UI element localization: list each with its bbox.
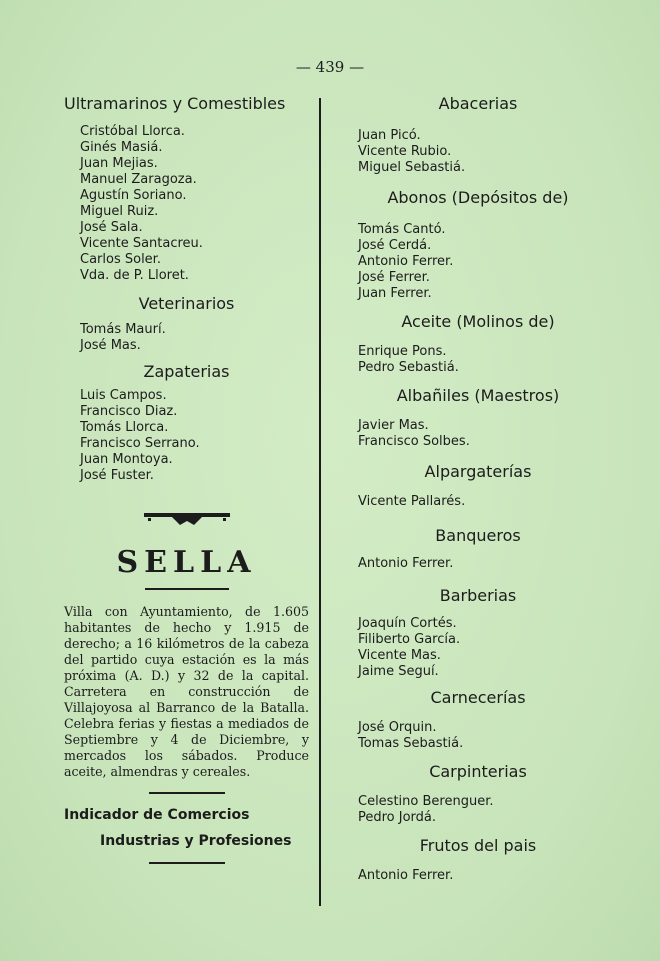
- town-title: SELLA: [116, 545, 257, 580]
- section-heading-frutos: Frutos del pais: [419, 836, 537, 855]
- list-item: Juan Montoya.: [80, 452, 173, 467]
- list-item: Luis Campos.: [80, 388, 167, 403]
- bottom-rule: [149, 862, 225, 864]
- list-item: Juan Mejias.: [80, 156, 158, 171]
- name-list-banqueros: [358, 556, 598, 572]
- section-heading-ultramarinos: Ultramarinos y Comestibles: [64, 94, 286, 113]
- list-item: Pedro Sebastiá.: [358, 360, 459, 375]
- list-item: Pedro Jordá.: [358, 810, 437, 825]
- right-column: [358, 90, 598, 884]
- name-list-veterinarios: [64, 322, 309, 354]
- list-item: Antonio Ferrer.: [358, 254, 454, 269]
- section-heading-carnecerias: Carnecerías: [430, 688, 526, 707]
- section-heading-carpinterias: Carpinterias: [429, 762, 527, 781]
- list-item: Tomás Cantó.: [358, 222, 446, 237]
- section-heading-albaniles: Albañiles (Maestros): [396, 386, 560, 405]
- list-item: Vicente Santacreu.: [80, 236, 203, 251]
- list-item: Francisco Diaz.: [80, 404, 178, 419]
- town-description: Villa con Ayuntamiento, de 1.605 habitantes de hecho y 1.915 de derecho; a 16 kilómetros de la cabeza del partido cuya estación es la más próxima (A. D.) y 32 de la capital. Carretera en construcción de Villajoyosa al Barranco de la Batalla. Celebra ferias y fiestas a mediados de Septiembre y 4 de Diciembre, y mercados los sábados. Produce aceite, almendras y cereales.: [64, 604, 309, 779]
- page-number: — 439 —: [295, 58, 365, 76]
- section-heading-aceite: Aceite (Molinos de): [401, 312, 555, 331]
- list-item: Vicente Mas.: [358, 648, 441, 663]
- left-column: [64, 90, 309, 864]
- section-heading-abonos: Abonos (Depósitos de): [387, 188, 569, 207]
- list-item: José Ferrer.: [358, 270, 430, 285]
- list-item: Juan Ferrer.: [358, 286, 432, 301]
- section-heading-zapaterias: Zapaterias: [143, 362, 230, 381]
- list-item: Tomas Sebastiá.: [358, 736, 464, 751]
- list-item: José Mas.: [80, 338, 141, 353]
- list-item: Miguel Sebastiá.: [358, 160, 466, 175]
- list-item: José Fuster.: [80, 468, 154, 483]
- name-list-zapaterias: [64, 388, 309, 484]
- list-item: José Cerdá.: [358, 238, 432, 253]
- name-list-abacerias: [358, 128, 598, 176]
- name-list-barberias: [358, 616, 598, 680]
- section-heading-veterinarios: Veterinarios: [138, 294, 235, 313]
- list-item: Miguel Ruiz.: [80, 204, 159, 219]
- list-item: Juan Picó.: [358, 128, 421, 143]
- list-item: Agustín Soriano.: [80, 188, 187, 203]
- list-item: Ginés Masiá.: [80, 140, 163, 155]
- list-item: Vicente Rubio.: [358, 144, 452, 159]
- list-item: José Sala.: [80, 220, 143, 235]
- name-list-aceite: [358, 344, 598, 376]
- name-list-frutos: [358, 868, 598, 884]
- list-item: Francisco Serrano.: [80, 436, 200, 451]
- list-item: José Orquin.: [358, 720, 437, 735]
- list-item: Francisco Solbes.: [358, 434, 470, 449]
- list-item: Joaquín Cortés.: [358, 616, 457, 631]
- section-heading-barberias: Barberias: [439, 586, 517, 605]
- list-item: Cristóbal Llorca.: [80, 124, 185, 139]
- name-list-abonos: [358, 222, 598, 302]
- list-item: Jaime Seguí.: [358, 664, 439, 679]
- name-list-carnecerias: [358, 720, 598, 752]
- list-item: Manuel Zaragoza.: [80, 172, 197, 187]
- list-item: Vicente Pallarés.: [358, 494, 466, 509]
- ornament-icon: [142, 510, 232, 528]
- list-item: Tomás Llorca.: [80, 420, 169, 435]
- indicator-title: Indicador de Comercios: [64, 807, 250, 823]
- name-list-carpinterias: [358, 794, 598, 826]
- list-item: Antonio Ferrer.: [358, 868, 454, 883]
- list-item: Enrique Pons.: [358, 344, 447, 359]
- list-item: Vda. de P. Lloret.: [80, 268, 189, 283]
- name-list-albaniles: [358, 418, 598, 450]
- list-item: Carlos Soler.: [80, 252, 161, 267]
- list-item: Javier Mas.: [358, 418, 429, 433]
- list-item: Tomás Maurí.: [80, 322, 166, 337]
- name-list-ultramarinos: [64, 124, 309, 284]
- indicator-subtitle: Industrias y Profesiones: [100, 833, 292, 849]
- title-rule: [145, 588, 229, 590]
- section-heading-alpargaterias: Alpargaterías: [424, 462, 532, 481]
- list-item: Antonio Ferrer.: [358, 556, 454, 571]
- section-heading-abacerias: Abacerias: [438, 94, 518, 113]
- section-heading-banqueros: Banqueros: [435, 526, 521, 545]
- column-divider: [319, 98, 321, 906]
- list-item: Filiberto García.: [358, 632, 461, 647]
- list-item: Celestino Berenguer.: [358, 794, 494, 809]
- separator-rule: [149, 792, 225, 794]
- name-list-alpargaterias: [358, 494, 598, 510]
